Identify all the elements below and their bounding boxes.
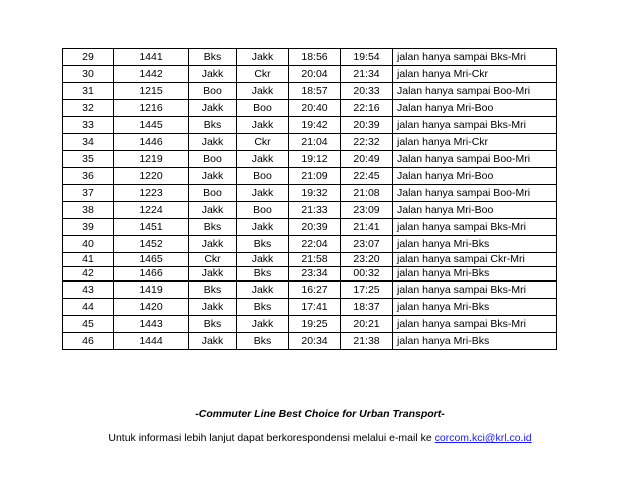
- arrival-time-cell: 21:08: [341, 185, 393, 202]
- destination-station-cell: Bks: [237, 299, 289, 316]
- route-note-cell: jalan hanya sampai Bks-Mri: [393, 49, 557, 66]
- train-number-cell: 1220: [114, 168, 189, 185]
- route-note-cell: jalan hanya sampai Bks-Mri: [393, 219, 557, 236]
- departure-time-cell: 21:58: [289, 253, 341, 267]
- departure-time-cell: 21:33: [289, 202, 341, 219]
- row-number-cell: 33: [63, 117, 114, 134]
- origin-station-cell: Boo: [189, 151, 237, 168]
- route-note-cell: jalan hanya Mri-Ckr: [393, 134, 557, 151]
- train-number-cell: 1419: [114, 281, 189, 299]
- route-note-cell: jalan hanya Mri-Ckr: [393, 66, 557, 83]
- route-note-cell: jalan hanya sampai Bks-Mri: [393, 281, 557, 299]
- row-number-cell: 30: [63, 66, 114, 83]
- arrival-time-cell: 20:21: [341, 316, 393, 333]
- train-number-cell: 1219: [114, 151, 189, 168]
- arrival-time-cell: 23:07: [341, 236, 393, 253]
- destination-station-cell: Jakk: [237, 281, 289, 299]
- departure-time-cell: 19:12: [289, 151, 341, 168]
- train-number-cell: 1465: [114, 253, 189, 267]
- train-number-cell: 1452: [114, 236, 189, 253]
- schedule-row: [63, 202, 557, 219]
- destination-station-cell: Jakk: [237, 117, 289, 134]
- contact-email-link[interactable]: corcom.kci@krl.co.id: [434, 432, 532, 444]
- train-number-cell: 1446: [114, 134, 189, 151]
- arrival-time-cell: 22:16: [341, 100, 393, 117]
- row-number-cell: 42: [63, 267, 114, 282]
- departure-time-cell: 22:04: [289, 236, 341, 253]
- arrival-time-cell: 20:39: [341, 117, 393, 134]
- departure-time-cell: 19:25: [289, 316, 341, 333]
- train-number-cell: 1223: [114, 185, 189, 202]
- arrival-time-cell: 22:32: [341, 134, 393, 151]
- origin-station-cell: Boo: [189, 185, 237, 202]
- schedule-row: [63, 49, 557, 66]
- destination-station-cell: Jakk: [237, 219, 289, 236]
- schedule-row: [63, 333, 557, 350]
- departure-time-cell: 18:57: [289, 83, 341, 100]
- schedule-row: [63, 281, 557, 299]
- arrival-time-cell: 21:34: [341, 66, 393, 83]
- origin-station-cell: Boo: [189, 83, 237, 100]
- schedule-row: [63, 316, 557, 333]
- train-schedule-table: [62, 48, 557, 350]
- row-number-cell: 45: [63, 316, 114, 333]
- destination-station-cell: Jakk: [237, 83, 289, 100]
- destination-station-cell: Ckr: [237, 134, 289, 151]
- train-number-cell: 1224: [114, 202, 189, 219]
- destination-station-cell: Bks: [237, 236, 289, 253]
- route-note-cell: jalan hanya Mri-Bks: [393, 236, 557, 253]
- schedule-row: [63, 66, 557, 83]
- origin-station-cell: Jakk: [189, 168, 237, 185]
- row-number-cell: 46: [63, 333, 114, 350]
- route-note-cell: jalan hanya Mri-Bks: [393, 299, 557, 316]
- origin-station-cell: Bks: [189, 117, 237, 134]
- departure-time-cell: 20:04: [289, 66, 341, 83]
- arrival-time-cell: 18:37: [341, 299, 393, 316]
- schedule-row: [63, 151, 557, 168]
- origin-station-cell: Bks: [189, 281, 237, 299]
- row-number-cell: 32: [63, 100, 114, 117]
- origin-station-cell: Jakk: [189, 333, 237, 350]
- schedule-row: [63, 83, 557, 100]
- row-number-cell: 29: [63, 49, 114, 66]
- schedule-row: [63, 100, 557, 117]
- contact-text: Untuk informasi lebih lanjut dapat berkorespondensi melalui e-mail ke: [108, 432, 435, 444]
- schedule-row: [63, 117, 557, 134]
- train-number-cell: 1215: [114, 83, 189, 100]
- destination-station-cell: Bks: [237, 267, 289, 282]
- arrival-time-cell: 22:45: [341, 168, 393, 185]
- origin-station-cell: Ckr: [189, 253, 237, 267]
- row-number-cell: 37: [63, 185, 114, 202]
- departure-time-cell: 17:41: [289, 299, 341, 316]
- train-number-cell: 1451: [114, 219, 189, 236]
- route-note-cell: jalan hanya Mri-Bks: [393, 267, 557, 282]
- arrival-time-cell: 17:25: [341, 281, 393, 299]
- train-number-cell: 1216: [114, 100, 189, 117]
- row-number-cell: 31: [63, 83, 114, 100]
- origin-station-cell: Jakk: [189, 236, 237, 253]
- route-note-cell: Jalan hanya Mri-Boo: [393, 202, 557, 219]
- departure-time-cell: 20:34: [289, 333, 341, 350]
- route-note-cell: Jalan hanya sampai Boo-Mri: [393, 83, 557, 100]
- route-note-cell: Jalan hanya sampai Boo-Mri: [393, 151, 557, 168]
- route-note-cell: jalan hanya sampai Bks-Mri: [393, 117, 557, 134]
- row-number-cell: 34: [63, 134, 114, 151]
- departure-time-cell: 21:09: [289, 168, 341, 185]
- schedule-body: [63, 49, 557, 350]
- train-number-cell: 1466: [114, 267, 189, 282]
- schedule-row: [63, 168, 557, 185]
- origin-station-cell: Bks: [189, 49, 237, 66]
- arrival-time-cell: 00:32: [341, 267, 393, 282]
- route-note-cell: jalan hanya sampai Ckr-Mri: [393, 253, 557, 267]
- destination-station-cell: Jakk: [237, 151, 289, 168]
- arrival-time-cell: 20:49: [341, 151, 393, 168]
- schedule-row: [63, 219, 557, 236]
- destination-station-cell: Jakk: [237, 316, 289, 333]
- destination-station-cell: Ckr: [237, 66, 289, 83]
- arrival-time-cell: 23:09: [341, 202, 393, 219]
- schedule-row: [63, 134, 557, 151]
- row-number-cell: 39: [63, 219, 114, 236]
- train-number-cell: 1420: [114, 299, 189, 316]
- destination-station-cell: Jakk: [237, 49, 289, 66]
- origin-station-cell: Jakk: [189, 299, 237, 316]
- arrival-time-cell: 23:20: [341, 253, 393, 267]
- departure-time-cell: 21:04: [289, 134, 341, 151]
- arrival-time-cell: 19:54: [341, 49, 393, 66]
- row-number-cell: 44: [63, 299, 114, 316]
- route-note-cell: Jalan hanya Mri-Boo: [393, 100, 557, 117]
- train-number-cell: 1444: [114, 333, 189, 350]
- row-number-cell: 36: [63, 168, 114, 185]
- route-note-cell: Jalan hanya sampai Boo-Mri: [393, 185, 557, 202]
- schedule-row: [63, 267, 557, 282]
- row-number-cell: 41: [63, 253, 114, 267]
- route-note-cell: jalan hanya Mri-Bks: [393, 333, 557, 350]
- arrival-time-cell: 20:33: [341, 83, 393, 100]
- arrival-time-cell: 21:38: [341, 333, 393, 350]
- departure-time-cell: 23:34: [289, 267, 341, 282]
- train-number-cell: 1445: [114, 117, 189, 134]
- row-number-cell: 40: [63, 236, 114, 253]
- departure-time-cell: 19:42: [289, 117, 341, 134]
- row-number-cell: 43: [63, 281, 114, 299]
- train-number-cell: 1443: [114, 316, 189, 333]
- departure-time-cell: 16:27: [289, 281, 341, 299]
- footer-contact: [0, 432, 640, 444]
- destination-station-cell: Boo: [237, 202, 289, 219]
- origin-station-cell: Bks: [189, 219, 237, 236]
- destination-station-cell: Jakk: [237, 253, 289, 267]
- origin-station-cell: Jakk: [189, 100, 237, 117]
- row-number-cell: 35: [63, 151, 114, 168]
- origin-station-cell: Jakk: [189, 202, 237, 219]
- schedule-row: [63, 236, 557, 253]
- departure-time-cell: 20:40: [289, 100, 341, 117]
- row-number-cell: 38: [63, 202, 114, 219]
- origin-station-cell: Jakk: [189, 66, 237, 83]
- destination-station-cell: Boo: [237, 168, 289, 185]
- destination-station-cell: Jakk: [237, 185, 289, 202]
- origin-station-cell: Jakk: [189, 267, 237, 282]
- departure-time-cell: 19:32: [289, 185, 341, 202]
- schedule-row: [63, 253, 557, 267]
- destination-station-cell: Boo: [237, 100, 289, 117]
- schedule-row: [63, 299, 557, 316]
- origin-station-cell: Jakk: [189, 134, 237, 151]
- origin-station-cell: Bks: [189, 316, 237, 333]
- arrival-time-cell: 21:41: [341, 219, 393, 236]
- route-note-cell: jalan hanya sampai Bks-Mri: [393, 316, 557, 333]
- schedule-row: [63, 185, 557, 202]
- destination-station-cell: Bks: [237, 333, 289, 350]
- train-number-cell: 1442: [114, 66, 189, 83]
- departure-time-cell: 20:39: [289, 219, 341, 236]
- train-number-cell: 1441: [114, 49, 189, 66]
- departure-time-cell: 18:56: [289, 49, 341, 66]
- footer-tagline: -Commuter Line Best Choice for Urban Transport-: [195, 408, 445, 420]
- route-note-cell: Jalan hanya Mri-Boo: [393, 168, 557, 185]
